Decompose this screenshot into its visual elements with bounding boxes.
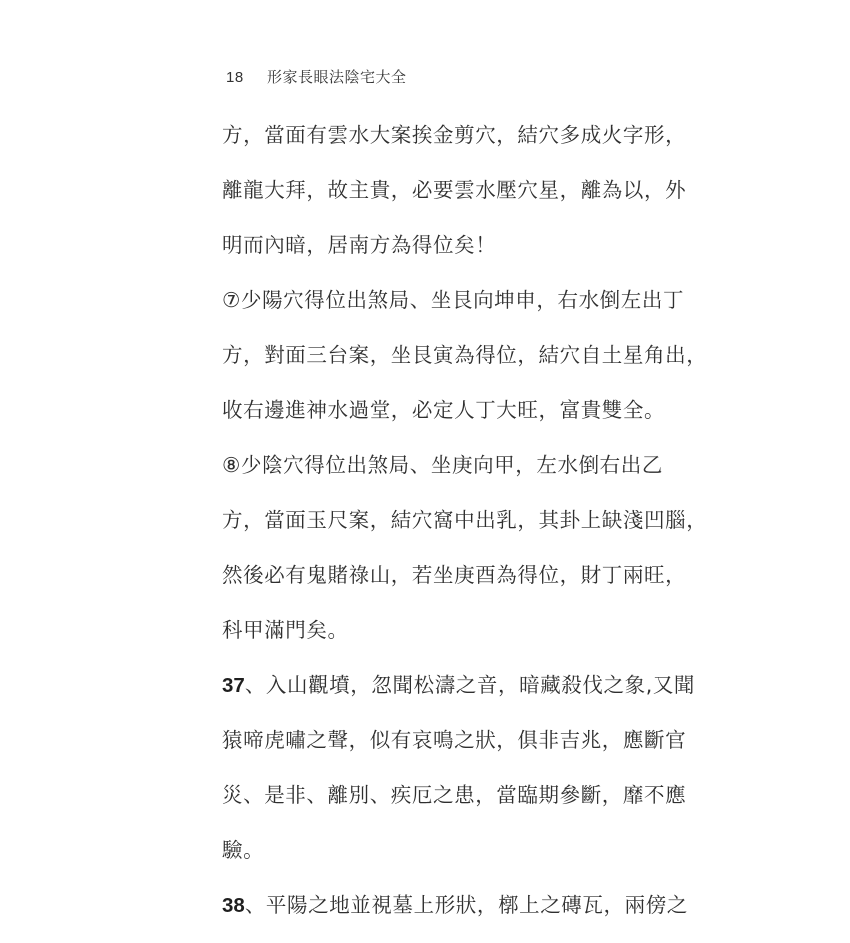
entry-number: 38 <box>222 894 245 917</box>
text-line <box>222 888 688 943</box>
book-title: 形家長眼法陰宅大全 <box>266 68 407 86</box>
line-text: 方，當面有雲水大案挨金剪穴，結穴多成火字形， <box>222 123 687 147</box>
line-text: 驗。 <box>222 838 265 862</box>
text-line <box>222 118 687 173</box>
line-text: 、平陽之地並視墓上形狀，槨上之磚瓦，兩傍之 <box>244 893 688 917</box>
text-line <box>222 778 687 833</box>
line-text: 離龍大拜，故主貴，必要雲水壓穴星，離為以，外 <box>222 178 687 202</box>
line-text: 收右邊進神水過堂，必定人丁大旺，富貴雙全。 <box>222 398 666 422</box>
text-line <box>222 228 642 283</box>
text-line <box>222 393 666 448</box>
text-line <box>222 723 687 778</box>
entry-number: 37 <box>222 674 245 697</box>
text-line <box>222 448 663 503</box>
text-line <box>222 558 687 613</box>
line-text: ⑦少陽穴得位出煞局、坐艮向坤申，右水倒左出丁 <box>222 288 685 312</box>
page-number: 18 <box>226 69 244 86</box>
line-text: 科甲滿門矣。 <box>222 618 349 642</box>
line-text: 然後必有鬼賭祿山，若坐庚酉為得位，財丁兩旺， <box>222 563 687 587</box>
running-header <box>226 66 406 87</box>
body-text <box>222 118 708 943</box>
line-text: 方，當面玉尺案，結穴窩中出乳，其卦上缺淺凹腦， <box>222 508 708 532</box>
line-text: 明而內暗，居南方為得位矣！ <box>222 233 497 257</box>
line-text: 方，對面三台案，坐艮寅為得位，結穴自土星角出， <box>222 343 708 367</box>
line-text: ⑧少陰穴得位出煞局、坐庚向甲，左水倒右出乙 <box>222 453 663 477</box>
text-line <box>222 833 642 888</box>
line-text: 猿啼虎嘯之聲，似有哀鳴之狀，俱非吉兆，應斷官 <box>222 728 687 752</box>
text-line <box>222 283 685 338</box>
text-line <box>222 173 687 228</box>
text-line <box>222 613 642 668</box>
text-line <box>222 503 708 558</box>
text-line <box>222 668 696 723</box>
text-line <box>222 338 708 393</box>
line-text: 災、是非、離別、疾厄之患，當臨期參斷，靡不應 <box>222 783 687 807</box>
line-text: 、入山觀墳，忽聞松濤之音，暗藏殺伐之象,又聞 <box>244 673 696 697</box>
